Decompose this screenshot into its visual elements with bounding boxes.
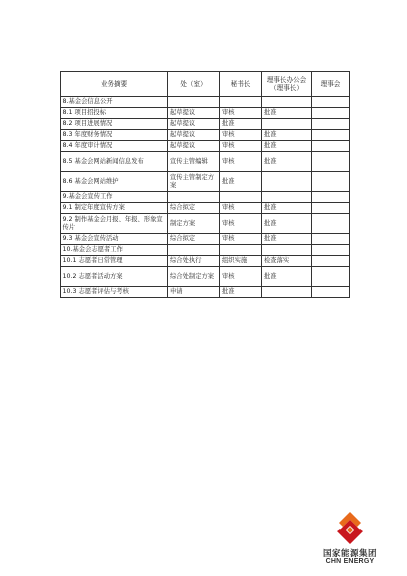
board-cell [312,152,350,172]
table-row [61,119,350,130]
secretary-cell: 审核 [220,130,262,141]
board-cell [312,130,350,141]
board-cell [312,119,350,130]
table-row [61,172,350,192]
secretary-cell: 审核 [220,234,262,245]
board-cell [312,141,350,152]
secretary-cell: 批准 [220,119,262,130]
board-cell [312,172,350,192]
board-cell [312,214,350,234]
secretary-cell: 批准 [220,287,262,298]
table-section-row [61,245,350,256]
business-cell: 10.3 志愿者评估与考核 [61,287,168,298]
business-cell: 10.2 志愿者活动方案 [61,267,168,287]
logo-name-cn: 国家能源集团 [322,549,377,559]
office-cell: 综合拟定 [168,234,220,245]
table-row [61,234,350,245]
secretary-cell: 批准 [220,172,262,192]
chairman-office-cell [262,192,312,203]
board-cell [312,192,350,203]
table-body [61,97,350,298]
chn-energy-logo-icon [335,511,365,545]
secretary-cell: 审核 [220,108,262,119]
table-header-row [61,72,350,97]
office-cell [168,192,220,203]
office-cell [168,97,220,108]
office-cell: 起草提议 [168,130,220,141]
office-cell [168,245,220,256]
office-cell: 申请 [168,287,220,298]
chairman-office-cell: 批准 [262,141,312,152]
board-cell [312,97,350,108]
chairman-office-cell: 检查落实 [262,256,312,267]
chairman-office-cell: 批准 [262,214,312,234]
table-row [61,108,350,119]
office-cell: 起草提议 [168,108,220,119]
board-cell [312,245,350,256]
chairman-office-cell [262,245,312,256]
company-logo [315,511,385,569]
chairman-office-cell [262,97,312,108]
office-cell: 宣传主管编辑 [168,152,220,172]
chairman-office-cell [262,287,312,298]
secretary-cell: 审核 [220,152,262,172]
secretary-cell: 组织实施 [220,256,262,267]
header-secretary: 秘书长 [220,72,262,97]
chairman-office-cell: 批准 [262,152,312,172]
secretary-cell [220,245,262,256]
business-cell: 8.5 基金会网站新闻信息发布 [61,152,168,172]
business-cell: 8.2 项目进展情况 [61,119,168,130]
board-cell [312,108,350,119]
logo-name-en: CHN ENERGY [325,558,375,565]
chairman-office-cell [262,119,312,130]
office-cell: 起草提议 [168,141,220,152]
chairman-office-cell: 批准 [262,267,312,287]
board-cell [312,234,350,245]
secretary-cell [220,97,262,108]
board-cell [312,267,350,287]
business-cell: 10.1 志愿者日常管理 [61,256,168,267]
chairman-office-cell: 批准 [262,234,312,245]
chairman-office-cell: 批准 [262,108,312,119]
table-section-row [61,97,350,108]
secretary-cell [220,192,262,203]
chairman-office-cell: 批准 [262,130,312,141]
table-row [61,141,350,152]
business-cell: 8.1 项目招投标 [61,108,168,119]
business-cell: 8.4 年度审计情况 [61,141,168,152]
office-cell: 综合处制定方案 [168,267,220,287]
chairman-office-cell [262,172,312,192]
approval-matrix-table [60,71,350,298]
office-cell: 综合处执行 [168,256,220,267]
office-cell: 制定方案 [168,214,220,234]
board-cell [312,287,350,298]
secretary-cell: 审核 [220,203,262,214]
office-cell: 宣传主管制定方案 [168,172,220,192]
header-chairman-office: 理事长办公会（理事长） [262,72,312,97]
secretary-cell: 审核 [220,141,262,152]
table-row [61,267,350,287]
board-cell [312,256,350,267]
business-cell: 8.3 年度财务情况 [61,130,168,141]
business-cell: 9.1 制定年度宣传方案 [61,203,168,214]
business-cell: 8.6 基金会网站维护 [61,172,168,192]
section-title-cell: 10.基金会志愿者工作 [61,245,168,256]
section-title-cell: 9.基金会宣传工作 [61,192,168,203]
board-cell [312,203,350,214]
secretary-cell: 审核 [220,267,262,287]
business-cell: 9.3 基金会宣传活动 [61,234,168,245]
table-row [61,130,350,141]
table-row [61,152,350,172]
table-row [61,203,350,214]
table-row [61,287,350,298]
office-cell: 综合拟定 [168,203,220,214]
chairman-office-cell: 批准 [262,203,312,214]
header-business: 业务摘要 [61,72,168,97]
office-cell: 起草提议 [168,119,220,130]
table-row [61,214,350,234]
table-row [61,256,350,267]
header-board: 理事会 [312,72,350,97]
table-section-row [61,192,350,203]
business-cell: 9.2 制作基金会月报、年报、形象宣传片 [61,214,168,234]
secretary-cell: 审核 [220,214,262,234]
section-title-cell: 8.基金会信息公开 [61,97,168,108]
header-office: 处（室） [168,72,220,97]
